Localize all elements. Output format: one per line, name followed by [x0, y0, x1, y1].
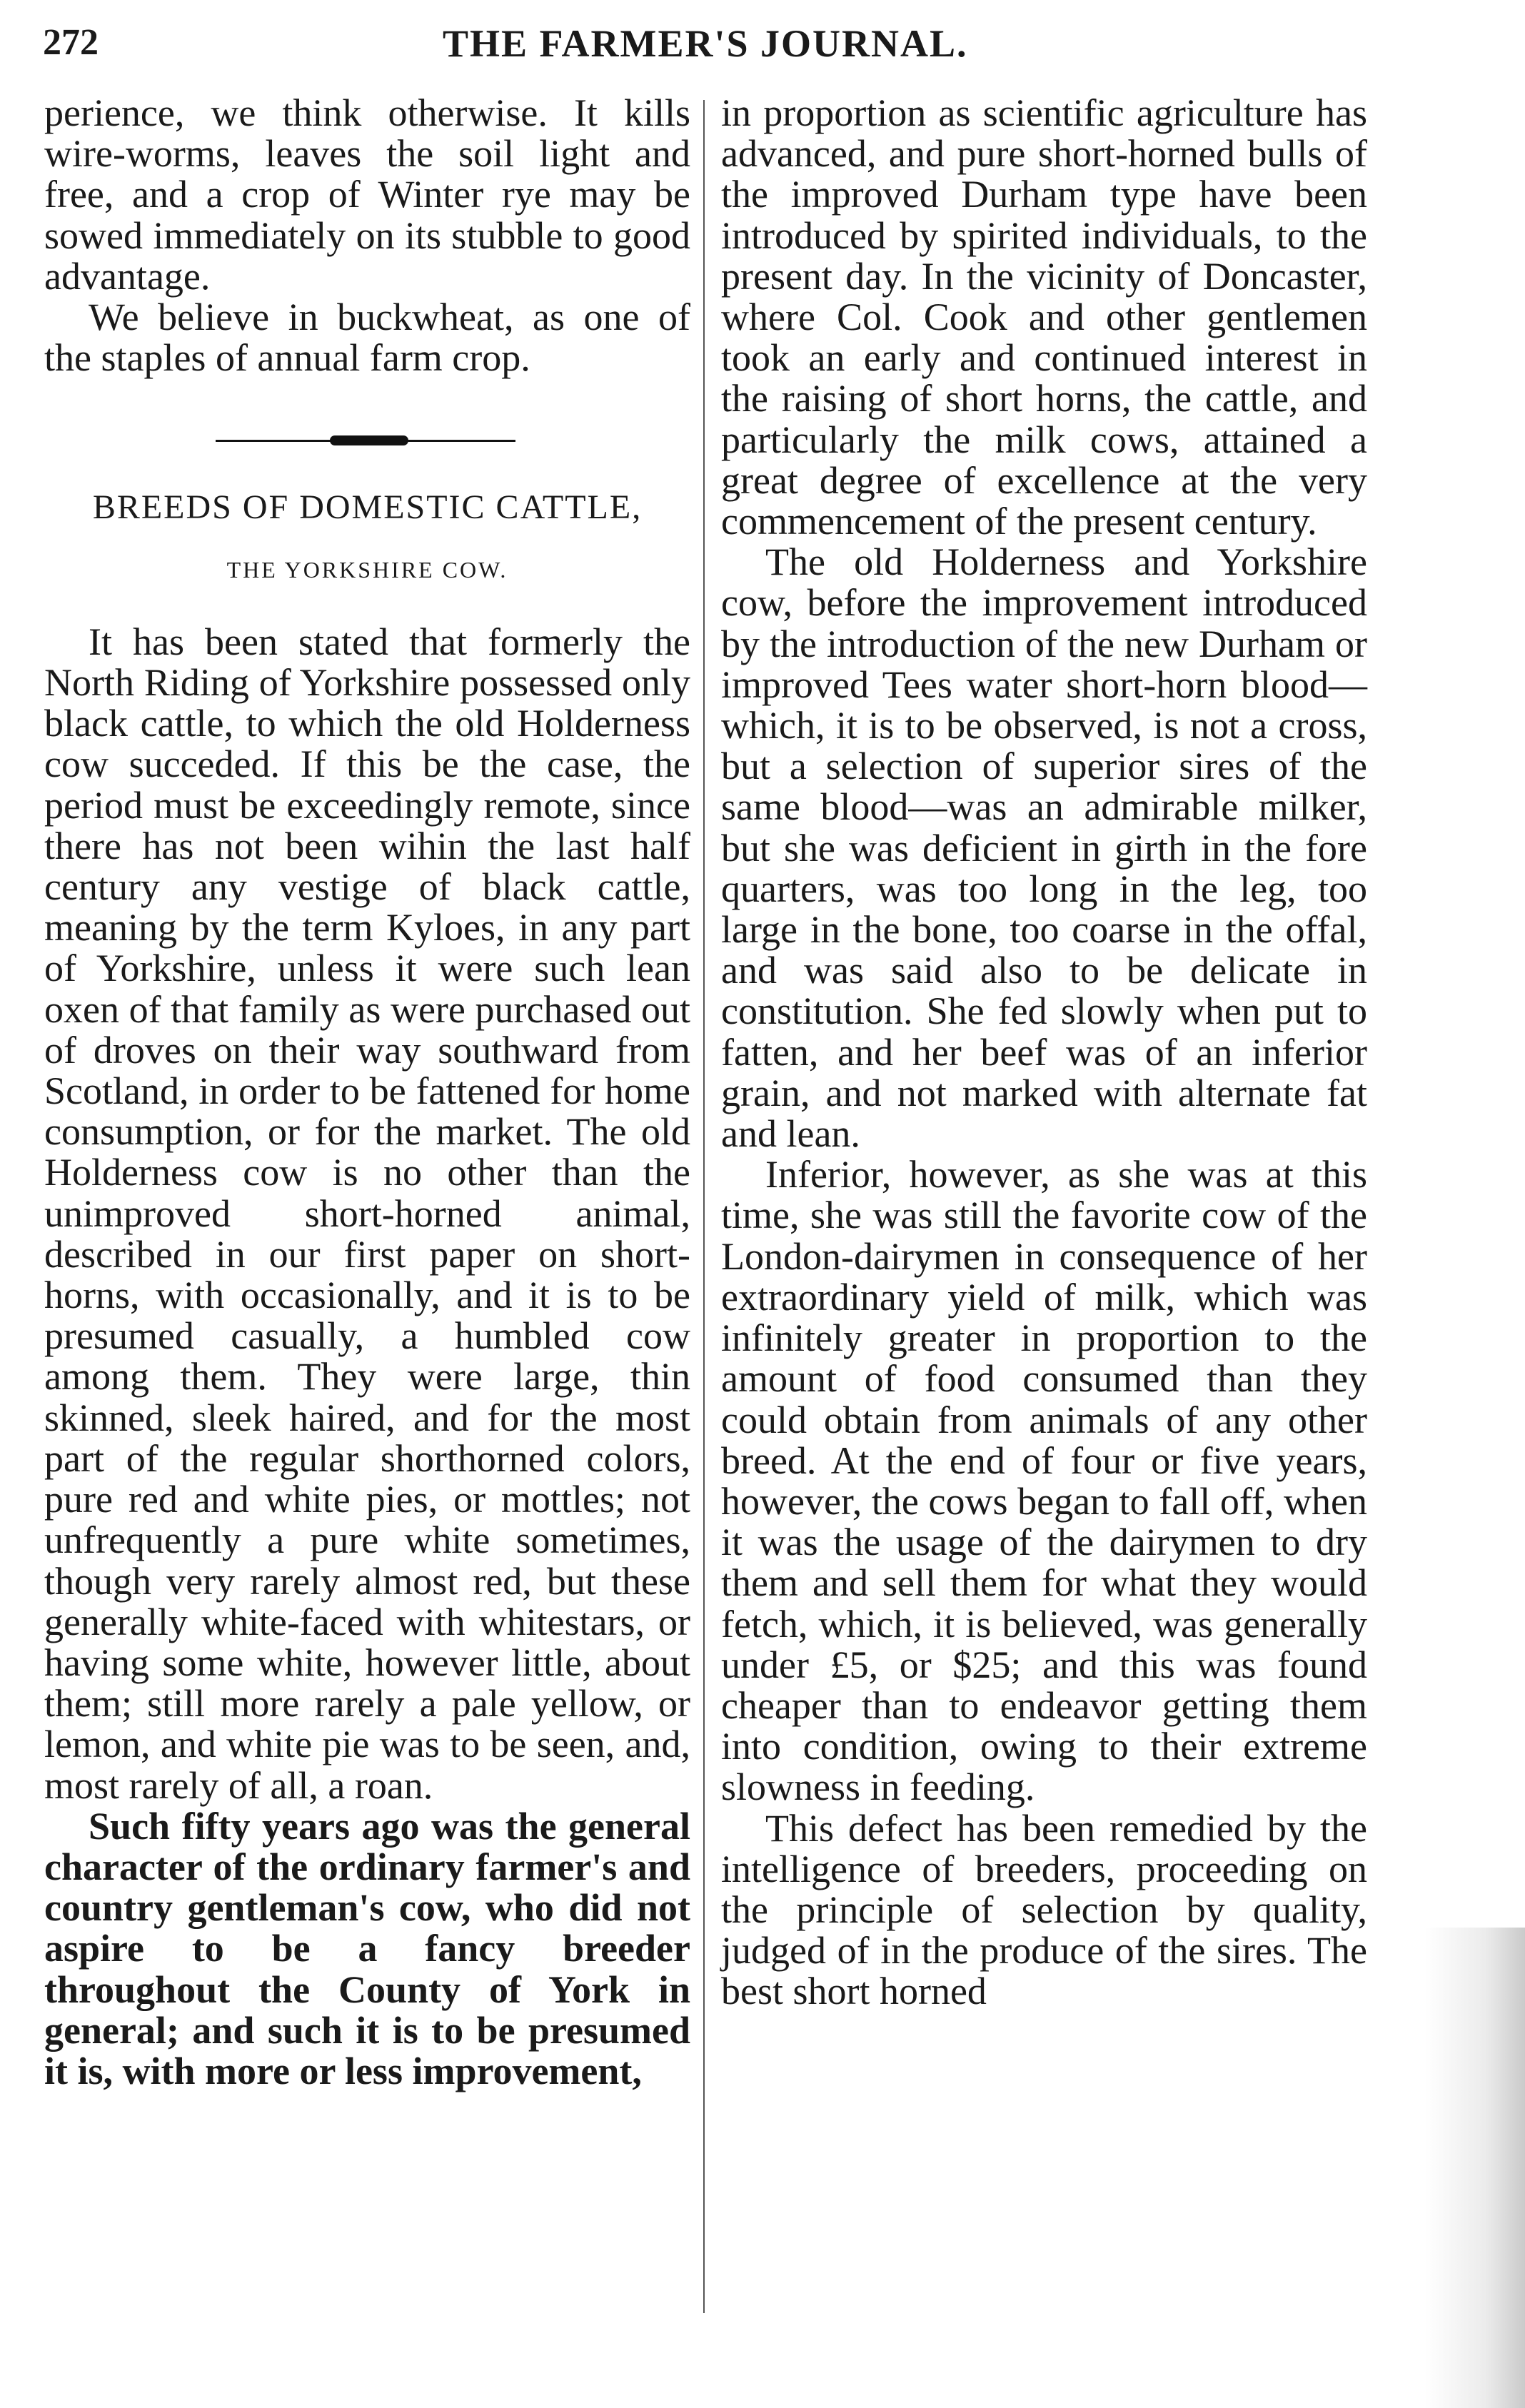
- right-continuation-paragraph: in proportion as scientific agriculture has advanced, and pure short-horned bulls of the improved Durham type have been introduced by spirited individuals, to the present day. In the vicinity of Doncaster, where Col. Cook and other gentlemen took an early and continued interest in the raising of short horns, the cattle, and particularly the milk cows, attained a great degree of excellence at the very commencement of the present century.: [721, 91, 1367, 543]
- section-heading: BREEDS OF DOMESTIC CATTLE,: [92, 488, 643, 527]
- scan-edge-shadow: [1425, 1928, 1525, 2408]
- left-continuation-paragraph: perience, we think otherwise. It kills wire-worms, leaves the soil light and free, and a crop of Winter rye may be sowed immediately on its stubble to good advantage.: [44, 91, 690, 298]
- sub-heading: THE YORKSHIRE COW.: [226, 556, 508, 583]
- page-number: 272: [43, 22, 99, 63]
- defect-remedied-paragraph: This defect has been remedied by the intelligence of breeders, proceeding on the principle of selection by quality, judged of in the produce of the sires. The best short horned: [721, 1806, 1367, 2013]
- yorkshire-paragraph-2: Such fifty years ago was the general character of the ordinary farmer's and country gentleman's cow, who did not aspire to be a fancy breeder throughout the County of York in general; and such it is to be presumed it is, with more or less improvement,: [44, 1804, 690, 2092]
- holderness-paragraph: The old Holderness and Yorkshire cow, before the improvement introduced by the introduction of the new Durham or improved Tees water short-horn blood—which, it is to be observed, is not a cross, but a selection of superior sires of the same blood—was an admirable milker, but she was deficient in girth in the fore quarters, was too long in the leg, too large in the bone, too coarse in the offal, and was said also to be delicate in constitution. She fed slowly when put to fatten, and her beef was of an inferior grain, and not marked with alternate fat and lean.: [721, 540, 1367, 1156]
- yorkshire-paragraph-1: It has been stated that formerly the North Riding of Yorkshire possessed only black cattle, to which the old Holderness cow succeded. If this be the case, the period must be exceedingly remote, since there has not been wihin the last half century any vestige of black cattle, meaning by the term Kyloes, in any part of Yorkshire, unless it were such lean oxen of that family as were purchased out of droves on their way southward from Scotland, in order to be fattened for home consumption, or for the market. The old Holderness cow is no other than the unimproved short-horned animal, described in our first paper on short-horns, with occasionally, and it is to be presumed casually, a humbled cow among them. They were large, thin skinned, sleek haired, and for the most part of the regular shorthorned colors, pure red and white pies, or mottles; not unfrequently a pure white sometimes, though very rarely almost red, but these generally white-faced with whitestars, or having some white, however little, about them; still more rarely a pale yellow, or lemon, and white pie was to be seen, and, most rarely of all, a roan.: [44, 620, 690, 1807]
- ornament-center: [330, 435, 408, 445]
- column-divider: [703, 100, 705, 2313]
- ornamental-rule: [44, 423, 690, 458]
- page-header: [36, 21, 1378, 71]
- right-column: [721, 93, 1367, 2012]
- london-dairymen-paragraph: Inferior, however, as she was at this time, she was still the favorite cow of the London-dairymen in consequence of her extraordinary yield of milk, which was infinitely greater in proportion to the amount of food consumed than they could obtain from animals of any other breed. At the end of four or five years, however, the cows began to fall off, when it was the usage of the dairymen to dry them and sell them for what they would fetch, which, it is believed, was generally under £5, or $25; and this was found cheaper than to endeavor getting them into condition, owing to their extreme slowness in feeding.: [721, 1153, 1367, 1809]
- left-column: [44, 93, 690, 2092]
- running-title: THE FARMER'S JOURNAL.: [443, 22, 968, 65]
- buckwheat-paragraph: We believe in buckwheat, as one of the staples of annual farm crop.: [44, 296, 690, 380]
